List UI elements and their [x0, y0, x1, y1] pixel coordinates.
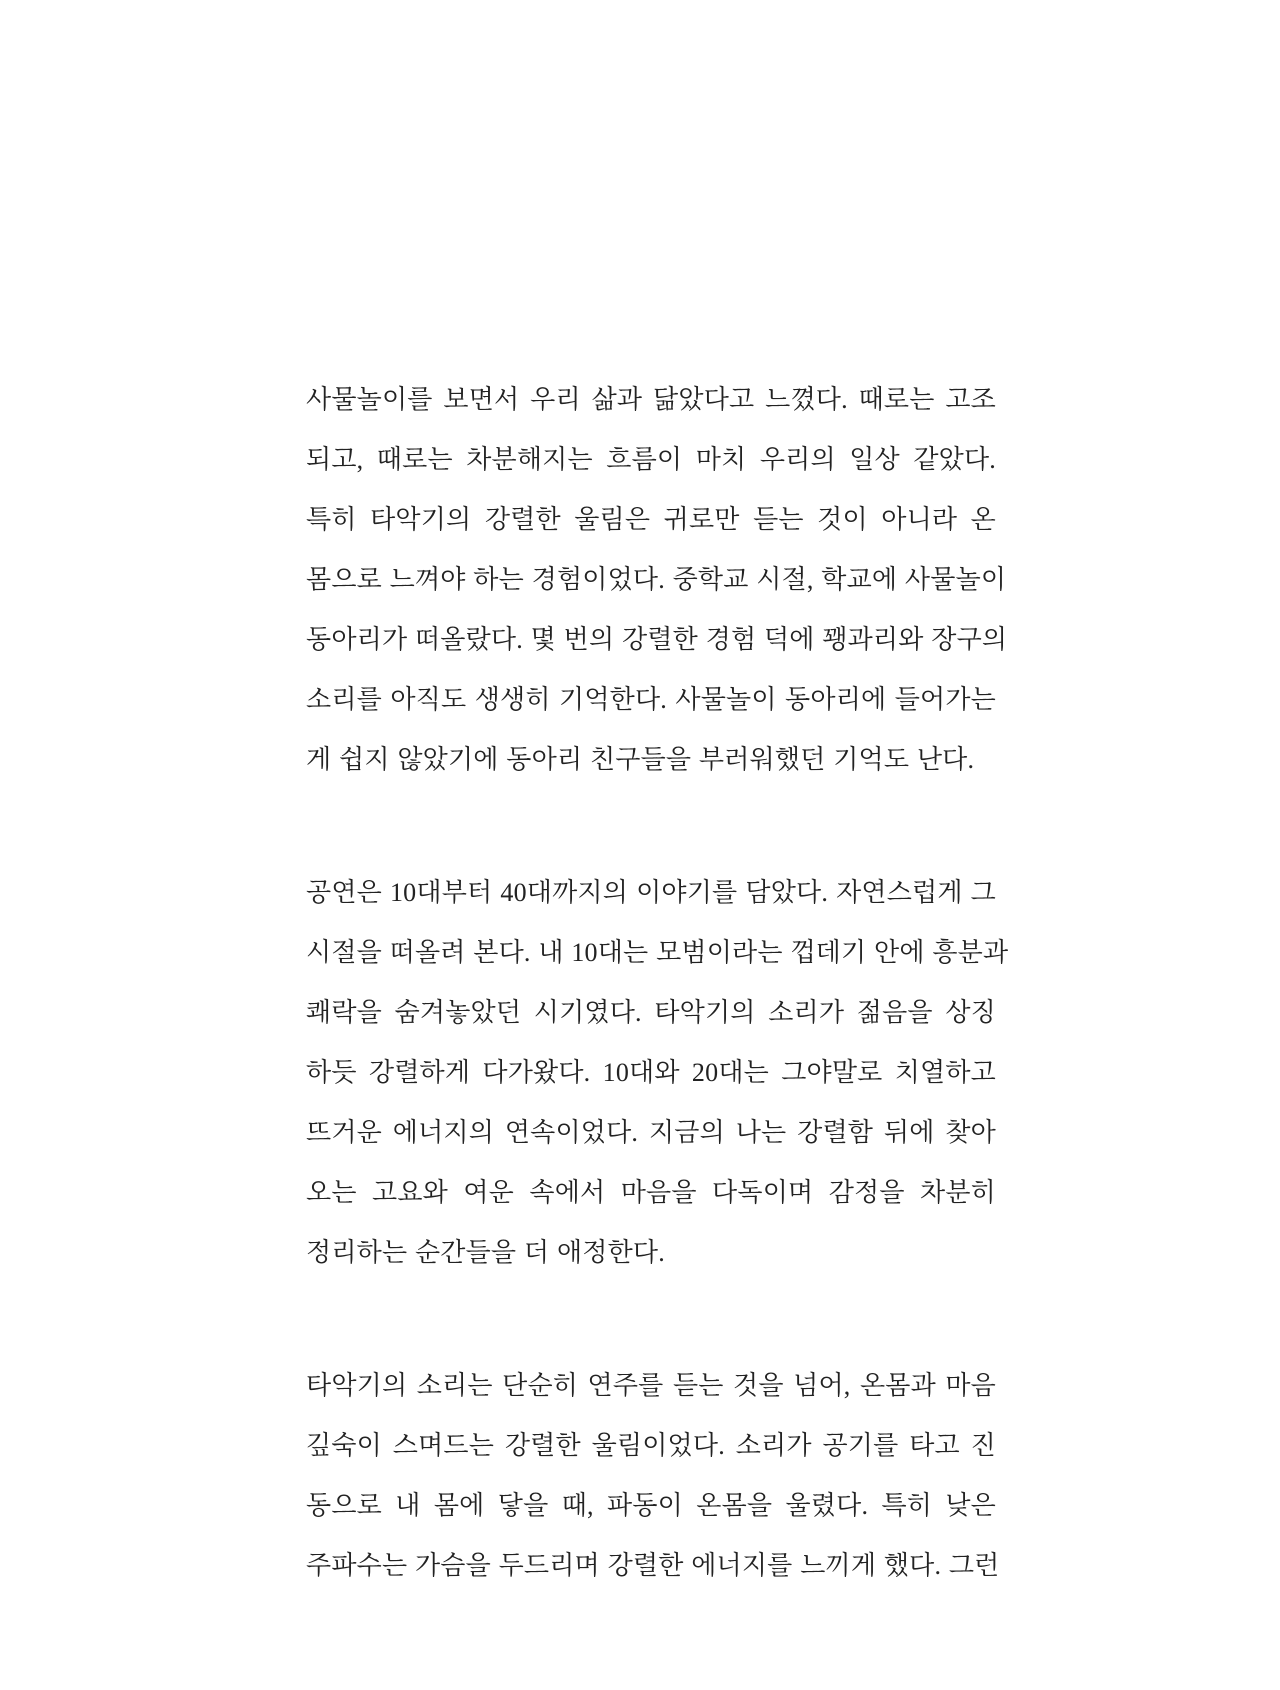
text-line: 쾌락을 숨겨놓았던 시기였다. 타악기의 소리가 젊음을 상징: [306, 998, 996, 1027]
text-line: 뜨거운 에너지의 연속이었다. 지금의 나는 강렬함 뒤에 찾아: [306, 1118, 996, 1147]
text-line: 타악기의 소리는 단순히 연주를 듣는 것을 넘어, 온몸과 마음: [306, 1371, 996, 1400]
text-line: 소리를 아직도 생생히 기억한다. 사물놀이 동아리에 들어가는: [306, 685, 996, 714]
text-line: 몸으로 느껴야 하는 경험이었다. 중학교 시절, 학교에 사물놀이: [306, 565, 1007, 594]
text-line: 정리하는 순간들을 더 애정한다.: [306, 1238, 665, 1267]
text-line: 오는 고요와 여운 속에서 마음을 다독이며 감정을 차분히: [306, 1178, 996, 1207]
paragraph-2: [306, 863, 1009, 1283]
text-line: 동아리가 떠올랐다. 몇 번의 강렬한 경험 덕에 꽹과리와 장구의: [306, 625, 1008, 654]
text-line: 게 쉽지 않았기에 동아리 친구들을 부러워했던 기억도 난다.: [306, 745, 975, 774]
text-line: 시절을 떠올려 본다. 내 10대는 모범이라는 껍데기 안에 흥분과: [306, 938, 1009, 967]
text-line: 깊숙이 스며드는 강렬한 울림이었다. 소리가 공기를 타고 진: [306, 1431, 996, 1460]
text-line: 하듯 강렬하게 다가왔다. 10대와 20대는 그야말로 치열하고: [306, 1058, 996, 1087]
paragraph-1: [306, 370, 1008, 790]
text-line: 동으로 내 몸에 닿을 때, 파동이 온몸을 울렸다. 특히 낮은: [306, 1491, 996, 1520]
text-line: 주파수는 가슴을 두드리며 강렬한 에너지를 느끼게 했다. 그런: [306, 1551, 1000, 1580]
text-line: 되고, 때로는 차분해지는 흐름이 마치 우리의 일상 같았다.: [306, 445, 996, 474]
text-line: 공연은 10대부터 40대까지의 이야기를 담았다. 자연스럽게 그: [306, 878, 996, 907]
paragraph-3: [306, 1356, 1000, 1596]
text-line: 사물놀이를 보면서 우리 삶과 닮았다고 느꼈다. 때로는 고조: [306, 385, 996, 414]
text-line: 특히 타악기의 강렬한 울림은 귀로만 듣는 것이 아니라 온: [306, 505, 996, 534]
essay-text: [306, 370, 1009, 1596]
